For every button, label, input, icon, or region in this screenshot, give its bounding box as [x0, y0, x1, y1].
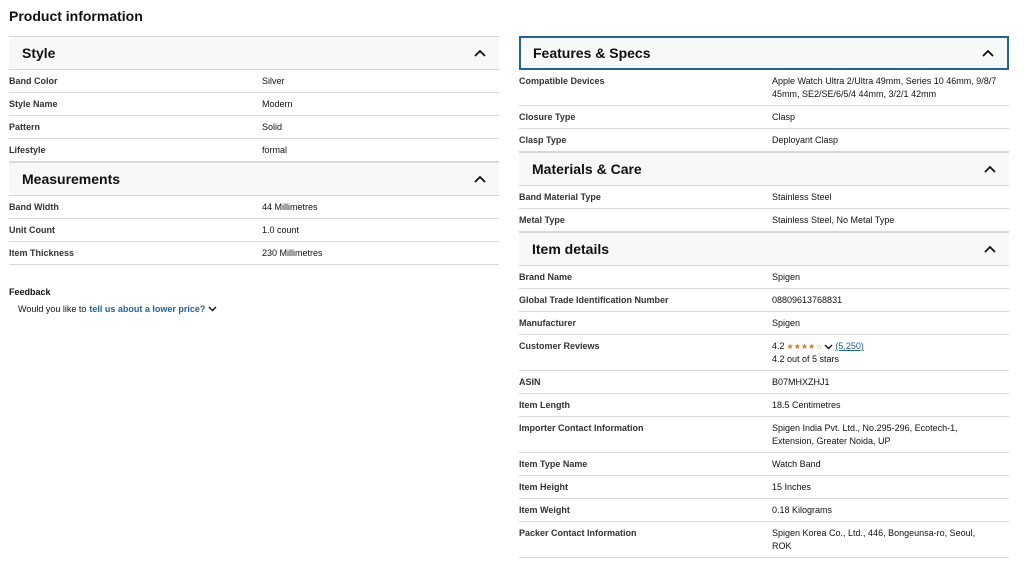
- table-row: [9, 219, 499, 242]
- row-value: Spigen: [772, 272, 801, 282]
- row-value: Apple Watch Ultra 2/Ultra 49mm, Series 10 46mm, 9/8/7 45mm, SE2/SE/6/5/4 44mm, 3/2/1 42mm: [772, 76, 997, 99]
- row-label: Pattern: [9, 122, 41, 132]
- customer-reviews-row: [519, 335, 1009, 371]
- table-row: [519, 266, 1009, 289]
- table-row: [519, 129, 1009, 152]
- row-value: Solid: [262, 122, 283, 132]
- chevron-up-icon: [983, 244, 997, 254]
- measurements-section-header[interactable]: [9, 162, 499, 196]
- row-label: Closure Type: [519, 112, 576, 122]
- rating-number: 4.2: [772, 341, 785, 351]
- row-value: B07MHXZHJ1: [772, 377, 830, 387]
- row-value: Stainless Steel, No Metal Type: [772, 215, 895, 225]
- table-row: [9, 196, 499, 219]
- row-label: Item Length: [519, 400, 570, 410]
- row-label: Unit Count: [9, 225, 55, 235]
- table-row: [9, 70, 499, 93]
- row-value: 0.18 Kilograms: [772, 505, 833, 515]
- row-value: 18.5 Centimetres: [772, 400, 841, 410]
- feedback-title: Feedback: [9, 287, 51, 297]
- row-label: Metal Type: [519, 215, 565, 225]
- row-value: Watch Band: [772, 459, 821, 469]
- section-title: Materials & Care: [532, 161, 642, 177]
- row-label: ASIN: [519, 377, 541, 387]
- chevron-up-icon: [981, 48, 995, 58]
- row-value: [772, 340, 1009, 366]
- row-label: Manufacturer: [519, 318, 577, 328]
- table-row: [519, 417, 1009, 453]
- table-row: [9, 242, 499, 265]
- table-row: [519, 476, 1009, 499]
- right-column: [519, 36, 1009, 558]
- chevron-up-icon: [473, 48, 487, 58]
- features-section-header[interactable]: [519, 36, 1009, 70]
- row-label: Band Color: [9, 76, 58, 86]
- chevron-up-icon: [473, 174, 487, 184]
- section-title: Measurements: [22, 171, 121, 187]
- row-value: Spigen India Pvt. Ltd., No.295-296, Ecotech-1, Extension, Greater Noida, UP: [772, 423, 958, 446]
- item-details-section-header[interactable]: [519, 232, 1009, 266]
- section-title: Features & Specs: [533, 45, 651, 61]
- row-value: Spigen Korea Co., Ltd., 446, Bongeunsa-ro, Seoul, ROK: [772, 528, 976, 551]
- table-row: [519, 371, 1009, 394]
- feedback-prefix: Would you like to: [18, 304, 87, 314]
- row-label: Packer Contact Information: [519, 528, 637, 538]
- table-row: [519, 70, 1009, 106]
- section-title: Style: [22, 45, 56, 61]
- row-value: Spigen: [772, 318, 801, 328]
- table-row: [519, 289, 1009, 312]
- table-row: [519, 453, 1009, 476]
- row-label: Compatible Devices: [519, 76, 605, 86]
- row-value: Modern: [262, 99, 293, 109]
- table-row: [9, 93, 499, 116]
- chevron-up-icon: [983, 164, 997, 174]
- row-label: Item Thickness: [9, 248, 75, 258]
- row-value: Deployant Clasp: [772, 135, 839, 145]
- row-label: Item Type Name: [519, 459, 588, 469]
- page-title: Product information: [9, 8, 143, 24]
- lower-price-link[interactable]: tell us about a lower price?: [89, 304, 206, 314]
- row-label: Customer Reviews: [519, 341, 600, 351]
- materials-section-header[interactable]: [519, 152, 1009, 186]
- row-label: Band Width: [9, 202, 59, 212]
- row-value: formal: [262, 145, 288, 155]
- table-row: [519, 106, 1009, 129]
- table-row: [519, 394, 1009, 417]
- row-label: Global Trade Identification Number: [519, 295, 669, 305]
- chevron-down-icon[interactable]: [208, 306, 217, 312]
- row-label: Item Height: [519, 482, 569, 492]
- rating-summary: 4.2 out of 5 stars: [772, 354, 840, 364]
- table-row: [9, 116, 499, 139]
- feedback-section: [9, 287, 217, 314]
- star-rating-icon[interactable]: ★★★★☆: [786, 342, 823, 351]
- table-row: [519, 186, 1009, 209]
- style-section-header[interactable]: [9, 36, 499, 70]
- rating-line: [772, 340, 997, 353]
- row-label: Clasp Type: [519, 135, 567, 145]
- row-value: 1.0 count: [262, 225, 300, 235]
- table-row: [9, 139, 499, 162]
- row-label: Item Weight: [519, 505, 570, 515]
- table-row: [519, 499, 1009, 522]
- row-value: 44 Millimetres: [262, 202, 318, 212]
- row-value: 15 Inches: [772, 482, 812, 492]
- chevron-down-icon[interactable]: [824, 344, 833, 350]
- row-value: Clasp: [772, 112, 796, 122]
- row-label: Band Material Type: [519, 192, 601, 202]
- row-label: Lifestyle: [9, 145, 46, 155]
- row-label: Importer Contact Information: [519, 423, 644, 433]
- row-value: 230 Millimetres: [262, 248, 323, 258]
- row-value: Silver: [262, 76, 285, 86]
- table-row: [519, 209, 1009, 232]
- feedback-text: [18, 304, 217, 314]
- table-row: [519, 522, 1009, 558]
- section-title: Item details: [532, 241, 610, 257]
- row-value: 08809613768831: [772, 295, 843, 305]
- table-row: [519, 312, 1009, 335]
- left-column: [9, 36, 499, 265]
- row-label: Style Name: [9, 99, 58, 109]
- reviews-count-link[interactable]: (5,250): [835, 341, 864, 351]
- row-value: Stainless Steel: [772, 192, 832, 202]
- row-label: Brand Name: [519, 272, 573, 282]
